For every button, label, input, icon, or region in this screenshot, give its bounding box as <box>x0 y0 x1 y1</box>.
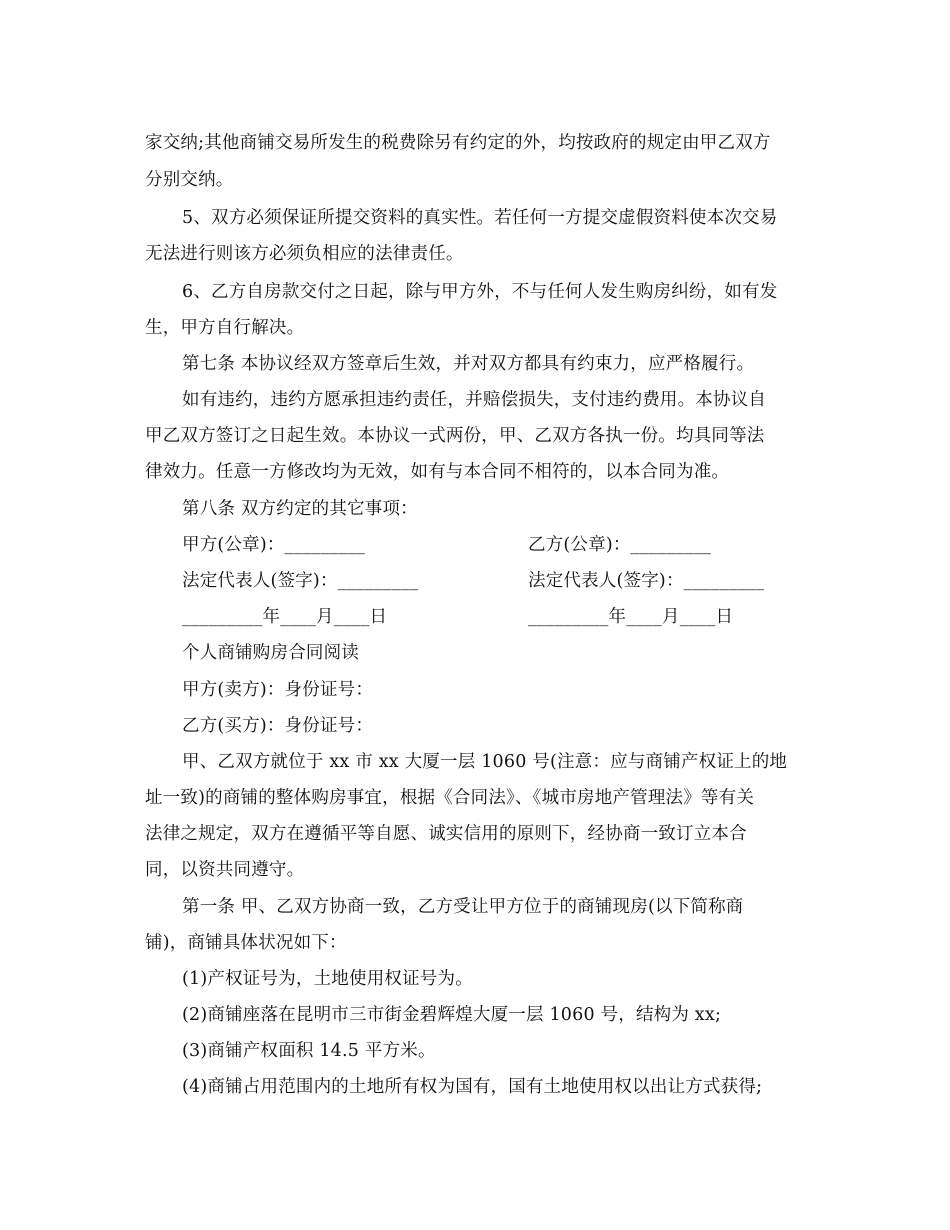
text-line: 律效力。任意一方修改均为无效，如有与本合同不相符的，以本合同为准。 <box>145 462 730 482</box>
party-a-seal-field: 甲方(公章)：_________ <box>182 535 366 555</box>
document-subtitle: 个人商铺购房合同阅读 <box>182 643 359 663</box>
text-line: 同，以资共同遵守。 <box>145 860 305 880</box>
party-b-representative-field: 法定代表人(签字)：_________ <box>528 571 765 591</box>
text-line: 铺)，商铺具体状况如下： <box>145 933 347 953</box>
list-item: (2)商铺座落在昆明市三市街金碧辉煌大厦一层 1060 号，结构为 xx; <box>182 1005 722 1025</box>
list-item: (3)商铺产权面积 14.5 平方米。 <box>182 1041 436 1061</box>
text-line: 甲、乙双方就位于 xx 市 xx 大厦一层 1060 号(注意：应与商铺产权证上的地 <box>182 752 788 772</box>
list-item: (4)商铺占用范围内的土地所有权为国有，国有土地使用权以出让方式获得; <box>182 1077 763 1097</box>
buyer-line: 乙方(买方)：身份证号： <box>182 716 374 736</box>
party-a-representative-field: 法定代表人(签字)：_________ <box>182 571 419 591</box>
list-item: (1)产权证号为，土地使用权证号为。 <box>182 969 473 989</box>
text-line: 家交纳;其他商铺交易所发生的税费除另有约定的外，均按政府的规定由甲乙双方 <box>145 133 771 153</box>
text-line: 甲乙双方签订之日起生效。本协议一式两份，甲、乙双方各执一份。均具同等法 <box>145 426 765 446</box>
seller-line: 甲方(卖方)：身份证号： <box>182 680 374 700</box>
text-line: 址一致)的商铺的整体购房事宜，根据《合同法》、《城市房地产管理法》等有关 <box>145 788 755 808</box>
text-line: 第一条 甲、乙双方协商一致，乙方受让甲方位于的商铺现房(以下简称商 <box>182 897 744 917</box>
party-b-seal-field: 乙方(公章)：_________ <box>528 535 712 555</box>
text-line: 第七条 本协议经双方签章后生效，并对双方都具有约束力，应严格履行。 <box>182 354 755 374</box>
party-b-date-field: _________年____月____日 <box>528 607 734 627</box>
party-a-date-field: _________年____月____日 <box>182 607 388 627</box>
text-line: 无法进行则该方必须负相应的法律责任。 <box>145 244 464 264</box>
text-line: 如有违约，违约方愿承担违约责任，并赔偿损失，支付违约费用。本协议自 <box>182 390 767 410</box>
text-line: 法律之规定，双方在遵循平等自愿、诚实信用的原则下，经协商一致订立本合 <box>145 824 747 844</box>
text-line: 生，甲方自行解决。 <box>145 318 305 338</box>
section-heading: 第八条 双方约定的其它事项： <box>182 499 418 519</box>
text-line: 5、双方必须保证所提交资料的真实性。若任何一方提交虚假资料使本次交易 <box>182 208 778 228</box>
text-line: 分别交纳。 <box>145 170 234 190</box>
text-line: 6、乙方自房款交付之日起，除与甲方外，不与任何人发生购房纠纷，如有发 <box>182 282 778 302</box>
